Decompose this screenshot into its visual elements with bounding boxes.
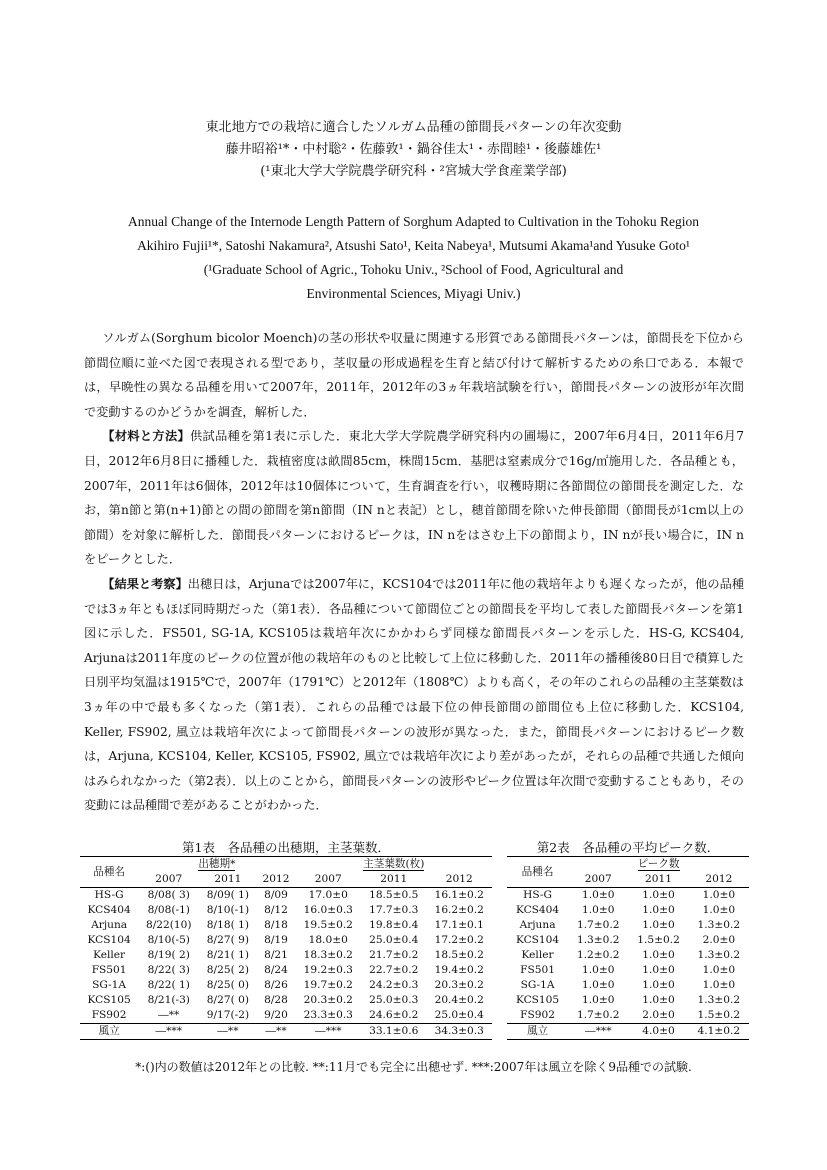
methods-text: 供試品種を第1表に示した．東北大学大学院農学研究科内の圃場に，2007年6月4日，2011年6月7日，2012年6月8日に播種した．栽植密度は畝間85cm，株間15cm．基肥は窒素成分で16g/㎡施用した．各品種とも，2007年，2011年は6個体，2012年は10個体について，生育調査を行い，収穫時期に各節間位の節間長を測定した．なお，第n節と第(n+1)節との間の節間を第n節間（IN nと表記）とし，穂首節間を除いた伸長節間（節間長が1cm以上の節間）を対象に解析した．節間長パターンにおけるピークは，IN nをはさむ上下の節間より，IN nが長い場合に，IN nをピークとした． bbox=[84, 429, 744, 567]
t1-year: 2012 bbox=[426, 872, 492, 888]
en-authors: Akihiro Fujii¹*, Satoshi Nakamura², Atsushi Sato¹, Keita Nabeya¹, Mutsumi Akama¹and Yusuke Goto¹ bbox=[137, 238, 690, 253]
english-header bbox=[0, 210, 827, 306]
t1-variety-cell: HS-G bbox=[94, 889, 124, 901]
table-row bbox=[80, 1008, 492, 1024]
t2-header-peaks: ピーク数 bbox=[637, 858, 680, 870]
t1-year: 2012 bbox=[257, 872, 296, 888]
t2-variety-cell: HS-G bbox=[523, 889, 553, 901]
t2-header-variety: 品種名 bbox=[507, 857, 568, 888]
table-row bbox=[80, 933, 492, 948]
t1-value-cell: 8/12 bbox=[264, 904, 288, 916]
t2-value-cell: 1.5±0.2 bbox=[637, 934, 680, 946]
t1-value-cell: 16.0±0.3 bbox=[303, 904, 353, 916]
t1-value-cell: 8/08( 3) bbox=[147, 889, 190, 901]
table-row bbox=[507, 918, 749, 933]
t2-variety-cell: 風立 bbox=[507, 1024, 568, 1040]
t1-value-cell: 8/10(-1) bbox=[206, 904, 250, 916]
t2-value-cell: 2.0±0 bbox=[642, 1009, 675, 1021]
t2-value-cell: 1.2±0.2 bbox=[576, 949, 620, 961]
t1-value-cell: 8/09( 1) bbox=[206, 889, 249, 901]
t1-header-leaves: 主茎葉数(枚) bbox=[363, 858, 425, 870]
t1-value-cell: 25.0±0.3 bbox=[369, 994, 419, 1006]
t2-value-cell: 1.0±0 bbox=[642, 889, 675, 901]
t1-variety-cell: SG-1A bbox=[92, 979, 127, 991]
t2-value-cell: 4.1±0.2 bbox=[689, 1024, 749, 1040]
jp-authors: 藤井昭裕¹*・中村聡²・佐藤敦¹・鍋谷佳太¹・赤間睦¹・後藤雄佐¹ bbox=[225, 142, 602, 157]
t1-value-cell: ―** bbox=[257, 1024, 296, 1040]
t1-value-cell: 8/18( 1) bbox=[206, 919, 249, 931]
t1-value-cell: 8/25( 0) bbox=[206, 979, 249, 991]
t2-variety-cell: KCS404 bbox=[515, 904, 560, 916]
table-row bbox=[507, 993, 749, 1008]
t2-value-cell: 1.0±0 bbox=[582, 994, 615, 1006]
table-footnote: *:()内の数値は2012年との比較. **:11月でも完全に出穂せず. ***:2007年は風立を除く9品種での試験. bbox=[135, 1060, 692, 1074]
t1-value-cell: 21.7±0.2 bbox=[369, 949, 419, 961]
table-row bbox=[507, 948, 749, 963]
table-row bbox=[80, 888, 492, 904]
results-heading: 【結果と考察】 bbox=[102, 576, 188, 591]
t1-value-cell: 8/10(-5) bbox=[147, 934, 190, 946]
t1-value-cell: ―*** bbox=[138, 1024, 199, 1040]
en-title: Annual Change of the Internode Length Pattern of Sorghum Adapted to Cultivation in the Tohoku Region bbox=[127, 214, 700, 229]
t2-variety-cell: Keller bbox=[521, 949, 554, 961]
t1-value-cell: 19.7±0.2 bbox=[303, 979, 353, 991]
t1-variety-cell: KCS404 bbox=[87, 904, 131, 916]
t1-value-cell: 22.7±0.2 bbox=[369, 964, 419, 976]
t2-value-cell: 1.3±0.2 bbox=[576, 934, 620, 946]
t1-value-cell: 19.5±0.2 bbox=[303, 919, 353, 931]
t1-variety-cell: 風立 bbox=[80, 1024, 138, 1040]
table2-caption: 第2表 各品種の平均ピーク数． bbox=[536, 840, 720, 855]
t1-value-cell: 8/09 bbox=[264, 889, 288, 901]
t1-value-cell: 8/08(-1) bbox=[147, 904, 190, 916]
en-affiliation-line1: (¹Graduate School of Agric., Tohoku Univ., ²School of Food, Agricultural and bbox=[203, 262, 624, 277]
table-row bbox=[80, 993, 492, 1008]
jp-affiliation: (¹東北大学大学院農学研究科・²宮城大学食産業学部) bbox=[260, 164, 567, 179]
t1-header-variety: 品種名 bbox=[80, 857, 138, 888]
t1-value-cell: 8/24 bbox=[264, 964, 288, 976]
results-paragraph bbox=[84, 572, 744, 818]
t2-value-cell: 1.0±0 bbox=[582, 979, 615, 991]
t2-value-cell: 1.0±0 bbox=[702, 889, 736, 901]
table-row bbox=[507, 903, 749, 918]
t2-value-cell: 1.0±0 bbox=[642, 964, 675, 976]
t1-year: 2007 bbox=[296, 872, 361, 888]
jp-title: 東北地方での栽培に適合したソルガム品種の節間長パターンの年次変動 bbox=[205, 120, 622, 135]
t1-value-cell: 8/27( 0) bbox=[206, 994, 249, 1006]
t1-value-cell: 25.0±0.4 bbox=[369, 934, 419, 946]
t1-value-cell: 17.1±0.1 bbox=[434, 919, 484, 931]
t1-value-cell: 16.2±0.2 bbox=[434, 904, 484, 916]
t1-value-cell: 34.3±0.3 bbox=[426, 1024, 492, 1040]
t1-value-cell: ―** bbox=[158, 1009, 180, 1021]
table-row bbox=[80, 1024, 492, 1040]
t1-year: 2011 bbox=[199, 872, 256, 888]
t2-value-cell: 1.0±0 bbox=[582, 964, 615, 976]
t1-value-cell: 8/25( 2) bbox=[206, 964, 249, 976]
table-row bbox=[507, 978, 749, 993]
table-row bbox=[507, 1024, 749, 1040]
t1-value-cell: 18.5±0.2 bbox=[434, 949, 484, 961]
t1-value-cell: 24.6±0.2 bbox=[369, 1009, 419, 1021]
t2-variety-cell: KCS105 bbox=[515, 994, 560, 1006]
t1-value-cell: 8/21 bbox=[264, 949, 288, 961]
t2-value-cell: 1.0±0 bbox=[702, 964, 736, 976]
t1-value-cell: 18.3±0.2 bbox=[303, 949, 353, 961]
table-row bbox=[80, 918, 492, 933]
table2-body bbox=[507, 888, 749, 1040]
t2-value-cell: 1.0±0 bbox=[642, 904, 675, 916]
t1-value-cell: 8/22(10) bbox=[145, 919, 192, 931]
table-row bbox=[507, 963, 749, 978]
t1-value-cell: 17.2±0.2 bbox=[434, 934, 484, 946]
t1-year: 2011 bbox=[361, 872, 426, 888]
t2-year: 2007 bbox=[568, 872, 628, 888]
t2-value-cell: 1.0±0 bbox=[582, 904, 615, 916]
t2-value-cell: 1.7±0.2 bbox=[576, 919, 620, 931]
t2-variety-cell: FS902 bbox=[520, 1009, 555, 1021]
t2-variety-cell: KCS104 bbox=[515, 934, 560, 946]
t1-value-cell: 19.2±0.3 bbox=[303, 964, 353, 976]
t1-value-cell: 20.3±0.2 bbox=[434, 979, 484, 991]
t1-value-cell: 8/28 bbox=[264, 994, 288, 1006]
t1-value-cell: ―** bbox=[199, 1024, 256, 1040]
table-row bbox=[507, 1008, 749, 1024]
t2-variety-cell: FS501 bbox=[520, 964, 555, 976]
t2-year: 2011 bbox=[628, 872, 688, 888]
t2-value-cell: 1.0±0 bbox=[702, 904, 736, 916]
t1-variety-cell: FS902 bbox=[91, 1009, 127, 1021]
t1-value-cell: 8/18 bbox=[264, 919, 288, 931]
t2-value-cell: 1.3±0.2 bbox=[697, 994, 741, 1006]
t1-variety-cell: Arjuna bbox=[91, 919, 128, 931]
table2-peak-count bbox=[507, 856, 749, 1040]
t1-value-cell: 8/19 bbox=[264, 934, 288, 946]
table-row bbox=[80, 978, 492, 993]
t2-value-cell: 1.3±0.2 bbox=[697, 949, 741, 961]
t1-value-cell: 24.2±0.3 bbox=[369, 979, 419, 991]
t2-variety-cell: Arjuna bbox=[519, 919, 556, 931]
t1-value-cell: 9/20 bbox=[264, 1009, 288, 1021]
t1-value-cell: 19.8±0.4 bbox=[369, 919, 419, 931]
t2-variety-cell: SG-1A bbox=[520, 979, 555, 991]
t1-value-cell: 8/21(-3) bbox=[147, 994, 190, 1006]
t1-value-cell: 25.0±0.4 bbox=[434, 1009, 484, 1021]
t1-value-cell: 8/21( 1) bbox=[206, 949, 249, 961]
table1-caption: 第1表 各品種の出穂期，主茎葉数． bbox=[182, 840, 390, 855]
t2-value-cell: 1.0±0 bbox=[642, 994, 675, 1006]
table-row bbox=[80, 963, 492, 978]
table1-body bbox=[80, 888, 492, 1040]
t2-value-cell: 1.3±0.2 bbox=[697, 919, 741, 931]
t1-variety-cell: KCS104 bbox=[87, 934, 131, 946]
t1-value-cell: ―*** bbox=[296, 1024, 361, 1040]
t1-value-cell: 18.5±0.5 bbox=[369, 889, 419, 901]
t2-value-cell: 2.0±0 bbox=[702, 934, 736, 946]
t1-value-cell: 8/22( 3) bbox=[147, 964, 190, 976]
t1-value-cell: 8/27( 9) bbox=[206, 934, 249, 946]
t1-variety-cell: KCS105 bbox=[87, 994, 131, 1006]
t2-value-cell: 4.0±0 bbox=[628, 1024, 688, 1040]
intro-paragraph: ソルガム(Sorghum bicolor Moench)の茎の形状や収量に関連する形質である節間長パターンは，節間長を下位から節間位順に並べた図で表現される型であり，茎収量の形成過程を生育と結び付けて解析するための糸口である．本報では，早晩性の異なる品種を用いて2007年，2011年，2012年の3ヵ年栽培試験を行い，節間長パターンの波形が年次間で変動するのかどうかを調査，解析した． bbox=[84, 331, 744, 419]
table-row bbox=[80, 948, 492, 963]
t2-value-cell: 1.0±0 bbox=[702, 979, 736, 991]
t1-value-cell: 33.1±0.6 bbox=[361, 1024, 426, 1040]
t2-value-cell: ―*** bbox=[568, 1024, 628, 1040]
t1-value-cell: 20.3±0.2 bbox=[303, 994, 353, 1006]
t2-value-cell: 1.0±0 bbox=[642, 949, 675, 961]
table-row bbox=[507, 933, 749, 948]
t1-value-cell: 20.4±0.2 bbox=[434, 994, 484, 1006]
t2-value-cell: 1.0±0 bbox=[642, 919, 675, 931]
methods-paragraph bbox=[84, 424, 744, 572]
t1-value-cell: 16.1±0.2 bbox=[434, 889, 484, 901]
t2-value-cell: 1.5±0.2 bbox=[697, 1009, 741, 1021]
t2-value-cell: 1.7±0.2 bbox=[576, 1009, 620, 1021]
t2-year: 2012 bbox=[689, 872, 749, 888]
t1-year: 2007 bbox=[138, 872, 199, 888]
t1-value-cell: 17.0±0 bbox=[308, 889, 348, 901]
t2-value-cell: 1.0±0 bbox=[582, 889, 615, 901]
results-text: 出穂日は，Arjunaでは2007年に，KCS104では2011年に他の栽培年よりも遅くなったが，他の品種では3ヵ年ともほぼ同時期だった（第1表）．各品種について節間位ごとの節間長を平均して表した節間長パターンを第1図に示した．FS501, SG-1A, KCS105は栽培年次にかかわらず同様な節間長パターンを示した．HS-G, KCS404, Arjunaは2011年度のピークの位置が他の栽培年のものと比較して上位に移動した．2011年の播種後80日目で積算した日別平均気温は1915℃で，2007年（1791℃）と2012年（1808℃）よりも高く，その年のこれらの品種の主茎葉数は3ヵ年の中で最も多くなった（第1表）．これらの品種では最下位の伸長節間の節間位も上位に移動した．KCS104, Keller, FS902, 風立は栽培年次によって節間長パターンの波形が異なった．また，節間長パターンにおけるピーク数は，Arjuna, KCS104, Keller, KCS105, FS902, 風立では栽培年次により差があったが，それらの品種で共通した傾向はみられなかった（第2表）．以上のことから，節間長パターンの波形やピーク位置は年次間で変動することもあり，その変動には品種間で差があることがわかった． bbox=[84, 576, 745, 813]
t1-variety-cell: Keller bbox=[93, 949, 126, 961]
en-affiliation-line2: Environmental Sciences, Miyagi Univ.) bbox=[306, 286, 521, 301]
t1-value-cell: 19.4±0.2 bbox=[434, 964, 484, 976]
t1-value-cell: 18.0±0 bbox=[308, 934, 348, 946]
t1-variety-cell: FS501 bbox=[91, 964, 127, 976]
t1-value-cell: 8/22( 1) bbox=[147, 979, 190, 991]
japanese-header bbox=[0, 117, 827, 183]
t1-value-cell: 8/26 bbox=[264, 979, 288, 991]
t1-value-cell: 23.3±0.3 bbox=[303, 1009, 353, 1021]
t1-header-heading: 出穂期* bbox=[198, 858, 236, 870]
abstract-body bbox=[84, 326, 744, 818]
t1-value-cell: 17.7±0.3 bbox=[369, 904, 419, 916]
table-row bbox=[507, 888, 749, 904]
t1-value-cell: 9/17(-2) bbox=[206, 1009, 250, 1021]
t1-value-cell: 8/19( 2) bbox=[147, 949, 190, 961]
t2-value-cell: 1.0±0 bbox=[642, 979, 675, 991]
table1-heading-leafcount bbox=[80, 856, 492, 1040]
methods-heading: 【材料と方法】 bbox=[102, 429, 191, 444]
table-row bbox=[80, 903, 492, 918]
